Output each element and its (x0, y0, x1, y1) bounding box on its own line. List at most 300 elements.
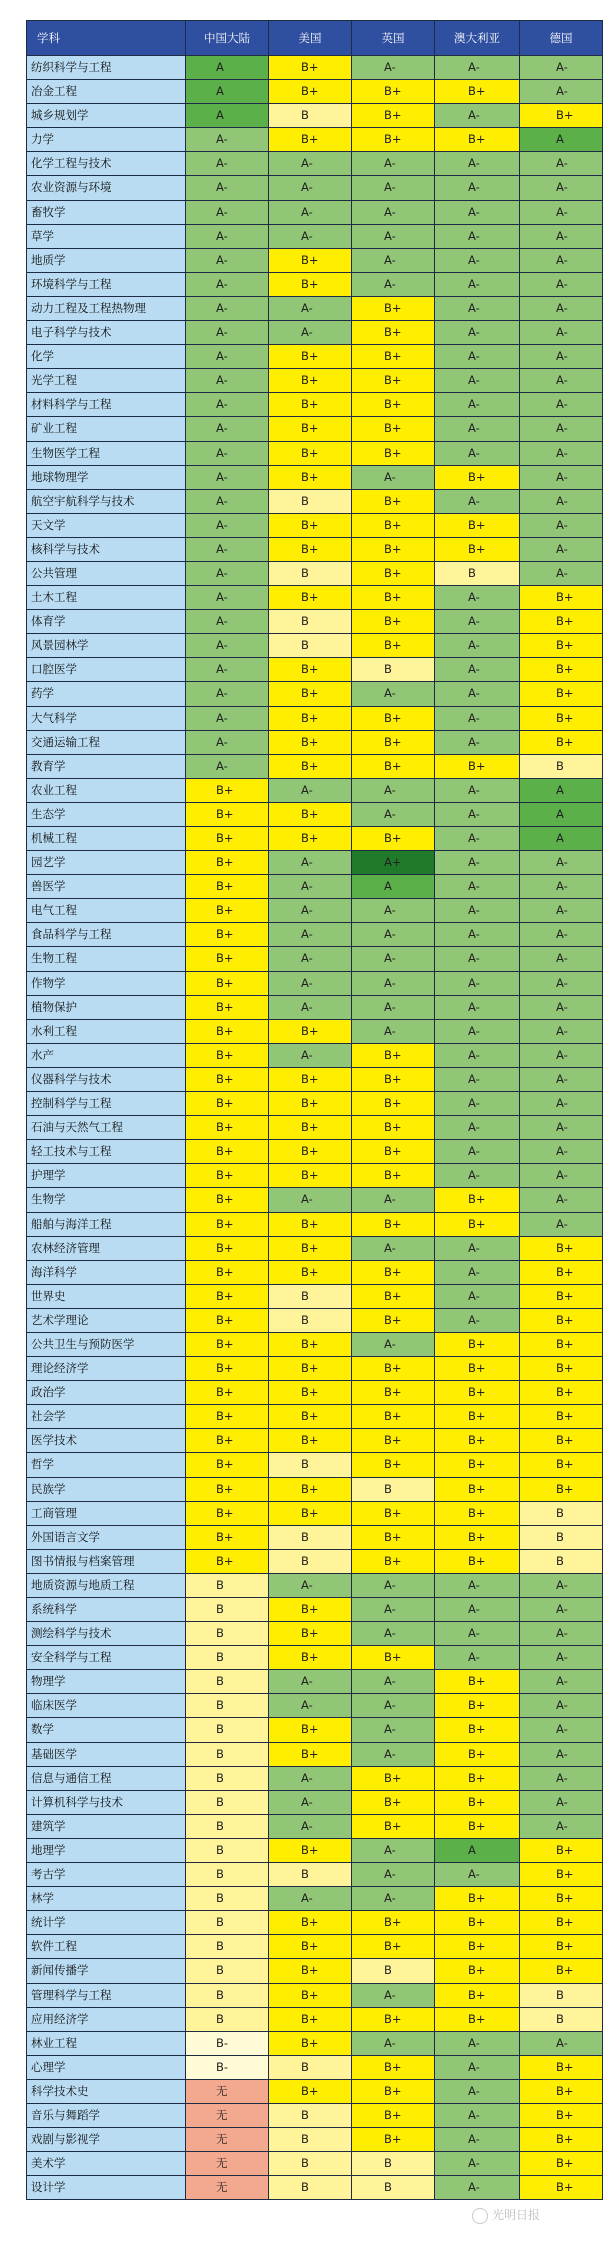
grade-cell-uk: B (352, 658, 435, 682)
grade-cell-uk: B+ (352, 610, 435, 634)
grade-cell-australia: B+ (435, 1670, 520, 1694)
table-row (27, 224, 603, 248)
table-body (27, 56, 603, 2200)
grade-cell-mainland-china: B+ (186, 1549, 269, 1573)
grade-cell-germany: A- (520, 1814, 603, 1838)
header-usa: 美国 (269, 21, 352, 56)
table-row (27, 730, 603, 754)
grade-cell-mainland-china: B (186, 1935, 269, 1959)
grade-cell-mainland-china: A- (186, 658, 269, 682)
grade-cell-uk: B+ (352, 586, 435, 610)
grade-cell-usa: B+ (269, 393, 352, 417)
table-row (27, 754, 603, 778)
grade-cell-australia: A- (435, 2103, 520, 2127)
table-row (27, 2007, 603, 2031)
grade-cell-germany: B (520, 1525, 603, 1549)
table-row (27, 1838, 603, 1862)
subject-cell: 心理学 (27, 2055, 186, 2079)
grade-cell-usa: B+ (269, 1622, 352, 1646)
table-row (27, 1622, 603, 1646)
grade-cell-usa: B+ (269, 56, 352, 80)
grade-cell-usa: B (269, 1284, 352, 1308)
subject-cell: 地质学 (27, 248, 186, 272)
grade-cell-mainland-china: B+ (186, 899, 269, 923)
table-row (27, 851, 603, 875)
grade-cell-usa: B+ (269, 537, 352, 561)
grade-cell-australia: A- (435, 1140, 520, 1164)
grade-cell-australia: A- (435, 417, 520, 441)
grade-cell-australia: B+ (435, 1525, 520, 1549)
subject-cell: 航空宇航科学与技术 (27, 489, 186, 513)
grade-cell-australia: A- (435, 1622, 520, 1646)
grade-cell-australia: B+ (435, 1718, 520, 1742)
grade-cell-usa: B+ (269, 248, 352, 272)
grade-cell-usa: B+ (269, 1742, 352, 1766)
grade-cell-usa: B+ (269, 1092, 352, 1116)
table-row (27, 2176, 603, 2200)
grade-cell-australia: A- (435, 778, 520, 802)
table-row (27, 875, 603, 899)
grade-cell-germany: A (520, 827, 603, 851)
grade-cell-mainland-china: A- (186, 128, 269, 152)
grade-cell-usa: B (269, 2176, 352, 2200)
grade-cell-uk: B+ (352, 1405, 435, 1429)
grade-cell-australia: B+ (435, 513, 520, 537)
subject-cell: 美术学 (27, 2152, 186, 2176)
grade-cell-usa: B+ (269, 441, 352, 465)
grade-cell-germany: A- (520, 56, 603, 80)
grade-cell-germany: A- (520, 875, 603, 899)
grade-cell-mainland-china: A (186, 80, 269, 104)
grade-cell-usa: B (269, 1453, 352, 1477)
grade-cell-mainland-china: B+ (186, 1212, 269, 1236)
grade-cell-germany: A- (520, 1164, 603, 1188)
subject-cell: 兽医学 (27, 875, 186, 899)
grade-cell-usa: A- (269, 224, 352, 248)
subject-cell: 地球物理学 (27, 465, 186, 489)
grade-cell-usa: B+ (269, 1116, 352, 1140)
subject-cell: 环境科学与工程 (27, 272, 186, 296)
grade-cell-usa: A- (269, 1790, 352, 1814)
grade-cell-mainland-china: A- (186, 465, 269, 489)
table-row (27, 1477, 603, 1501)
grade-cell-uk: B+ (352, 1116, 435, 1140)
grade-cell-germany: A- (520, 1790, 603, 1814)
grade-cell-germany: B+ (520, 1935, 603, 1959)
grade-cell-usa: B+ (269, 2031, 352, 2055)
table-row (27, 610, 603, 634)
grade-cell-mainland-china: B (186, 1670, 269, 1694)
grade-cell-mainland-china: B+ (186, 1019, 269, 1043)
grade-cell-usa: B+ (269, 1429, 352, 1453)
table-row (27, 1188, 603, 1212)
grade-cell-usa: B (269, 1549, 352, 1573)
subject-cell: 光学工程 (27, 369, 186, 393)
grade-cell-australia: A- (435, 104, 520, 128)
grade-cell-germany: B+ (520, 1284, 603, 1308)
grade-cell-mainland-china: B+ (186, 923, 269, 947)
grade-cell-usa: B+ (269, 802, 352, 826)
grade-cell-australia: A- (435, 1236, 520, 1260)
table-row (27, 778, 603, 802)
grade-cell-usa: B+ (269, 586, 352, 610)
table-row (27, 1043, 603, 1067)
grade-cell-mainland-china: B (186, 1838, 269, 1862)
grade-cell-uk: A- (352, 1598, 435, 1622)
grade-cell-mainland-china: A- (186, 176, 269, 200)
grade-cell-usa: B+ (269, 1260, 352, 1284)
subject-cell: 农林经济管理 (27, 1236, 186, 1260)
table-row (27, 104, 603, 128)
table-row (27, 1598, 603, 1622)
grade-cell-uk: B+ (352, 754, 435, 778)
subject-cell: 医学技术 (27, 1429, 186, 1453)
table-row (27, 128, 603, 152)
grade-cell-usa: A- (269, 1814, 352, 1838)
table-row (27, 706, 603, 730)
grade-cell-australia: B (435, 561, 520, 585)
grade-cell-germany: B+ (520, 2103, 603, 2127)
subject-cell: 艺术学理论 (27, 1308, 186, 1332)
grade-cell-usa: B (269, 1863, 352, 1887)
subject-cell: 土木工程 (27, 586, 186, 610)
grade-cell-germany: A- (520, 1019, 603, 1043)
table-row (27, 971, 603, 995)
table-row (27, 417, 603, 441)
subject-cell: 畜牧学 (27, 200, 186, 224)
grade-cell-mainland-china: A- (186, 152, 269, 176)
grade-cell-australia: B+ (435, 1935, 520, 1959)
table-row (27, 1935, 603, 1959)
grade-cell-usa: B+ (269, 2007, 352, 2031)
grade-cell-usa: B (269, 489, 352, 513)
grade-cell-uk: A- (352, 1236, 435, 1260)
grade-cell-australia: B+ (435, 1477, 520, 1501)
subject-cell: 机械工程 (27, 827, 186, 851)
grade-cell-usa: A- (269, 923, 352, 947)
grade-cell-australia: B+ (435, 1381, 520, 1405)
grade-cell-usa: B+ (269, 658, 352, 682)
table-row (27, 1694, 603, 1718)
grade-cell-usa: A- (269, 321, 352, 345)
grade-cell-mainland-china: B (186, 1622, 269, 1646)
grade-cell-usa: B+ (269, 1357, 352, 1381)
grade-cell-mainland-china: B (186, 1983, 269, 2007)
subject-cell: 水利工程 (27, 1019, 186, 1043)
grade-cell-mainland-china: B+ (186, 1164, 269, 1188)
grade-cell-germany: A- (520, 851, 603, 875)
grade-cell-australia: A- (435, 610, 520, 634)
grade-cell-australia: A- (435, 1019, 520, 1043)
grade-cell-uk: B+ (352, 1766, 435, 1790)
table-row (27, 176, 603, 200)
table-row (27, 152, 603, 176)
grade-cell-mainland-china: B+ (186, 1405, 269, 1429)
grade-cell-uk: B+ (352, 345, 435, 369)
grade-cell-uk: B+ (352, 80, 435, 104)
subject-cell: 电气工程 (27, 899, 186, 923)
subject-cell: 冶金工程 (27, 80, 186, 104)
subject-cell: 公共卫生与预防医学 (27, 1332, 186, 1356)
grade-cell-australia: A- (435, 1092, 520, 1116)
grade-cell-usa: B+ (269, 1838, 352, 1862)
grade-cell-uk: A+ (352, 851, 435, 875)
table-row (27, 1911, 603, 1935)
grade-cell-usa: B+ (269, 369, 352, 393)
grade-cell-australia: A- (435, 827, 520, 851)
grade-cell-mainland-china: B+ (186, 851, 269, 875)
grade-cell-uk: B+ (352, 441, 435, 465)
grade-cell-australia: A- (435, 1284, 520, 1308)
grade-cell-uk: B+ (352, 2007, 435, 2031)
grade-cell-australia: A- (435, 489, 520, 513)
grade-cell-uk: B+ (352, 1549, 435, 1573)
grade-cell-australia: A- (435, 634, 520, 658)
grade-cell-germany: B+ (520, 1911, 603, 1935)
subject-cell: 水产 (27, 1043, 186, 1067)
subject-cell: 音乐与舞蹈学 (27, 2103, 186, 2127)
grade-cell-usa: B+ (269, 1140, 352, 1164)
grade-cell-mainland-china: B+ (186, 1043, 269, 1067)
subject-cell: 数学 (27, 1718, 186, 1742)
grade-cell-germany: B+ (520, 1477, 603, 1501)
grade-cell-australia: A- (435, 923, 520, 947)
grade-cell-usa: A- (269, 296, 352, 320)
table-row (27, 272, 603, 296)
grade-cell-uk: B+ (352, 2103, 435, 2127)
subject-cell: 教育学 (27, 754, 186, 778)
grade-cell-mainland-china: B (186, 1766, 269, 1790)
subject-cell: 公共管理 (27, 561, 186, 585)
grade-cell-australia: A- (435, 369, 520, 393)
grade-cell-uk: A- (352, 465, 435, 489)
grade-cell-uk: B+ (352, 1790, 435, 1814)
subject-cell: 化学 (27, 345, 186, 369)
grade-cell-mainland-china: 无 (186, 2128, 269, 2152)
grade-cell-australia: B+ (435, 1212, 520, 1236)
grade-cell-germany: B+ (520, 2176, 603, 2200)
grade-cell-uk: A- (352, 176, 435, 200)
grade-cell-germany: B (520, 1549, 603, 1573)
header-australia: 澳大利亚 (435, 21, 520, 56)
subject-cell: 口腔医学 (27, 658, 186, 682)
table-row (27, 1284, 603, 1308)
grade-cell-usa: B+ (269, 272, 352, 296)
grade-cell-germany: B+ (520, 1453, 603, 1477)
grade-cell-mainland-china: A (186, 104, 269, 128)
grade-cell-australia: A- (435, 1164, 520, 1188)
grade-cell-germany: B+ (520, 1887, 603, 1911)
grade-cell-germany: A- (520, 947, 603, 971)
subject-cell: 理论经济学 (27, 1357, 186, 1381)
grade-cell-mainland-china: B (186, 1742, 269, 1766)
table-row (27, 369, 603, 393)
subject-cell: 体育学 (27, 610, 186, 634)
table-row (27, 345, 603, 369)
grade-cell-germany: B+ (520, 2128, 603, 2152)
grade-cell-usa: A- (269, 899, 352, 923)
table-row (27, 1646, 603, 1670)
grade-cell-uk: B+ (352, 104, 435, 128)
grade-cell-australia: A- (435, 2176, 520, 2200)
subject-cell: 安全科学与工程 (27, 1646, 186, 1670)
grade-cell-australia: A- (435, 586, 520, 610)
grade-cell-usa: B+ (269, 1911, 352, 1935)
grade-cell-mainland-china: A (186, 56, 269, 80)
table-row (27, 1549, 603, 1573)
subject-cell: 物理学 (27, 1670, 186, 1694)
grade-cell-germany: A- (520, 1067, 603, 1091)
grade-cell-germany: A- (520, 899, 603, 923)
table-row (27, 995, 603, 1019)
grade-cell-mainland-china: A- (186, 537, 269, 561)
grade-cell-uk: B+ (352, 296, 435, 320)
grade-cell-mainland-china: B+ (186, 802, 269, 826)
subject-cell: 生物医学工程 (27, 441, 186, 465)
table-row (27, 1092, 603, 1116)
grade-cell-australia: A- (435, 1646, 520, 1670)
grade-cell-mainland-china: B (186, 2007, 269, 2031)
grade-cell-usa: A- (269, 1694, 352, 1718)
subject-cell: 设计学 (27, 2176, 186, 2200)
grade-cell-uk: B+ (352, 513, 435, 537)
table-row (27, 321, 603, 345)
grade-cell-australia: B+ (435, 1405, 520, 1429)
table-row (27, 561, 603, 585)
grade-cell-uk: A- (352, 2031, 435, 2055)
subject-cell: 管理科学与工程 (27, 1983, 186, 2007)
grade-cell-usa: A- (269, 1670, 352, 1694)
grade-cell-australia: A- (435, 224, 520, 248)
grade-cell-germany: B+ (520, 658, 603, 682)
grade-cell-germany: A- (520, 923, 603, 947)
table-row (27, 634, 603, 658)
grade-cell-uk: A- (352, 1887, 435, 1911)
grade-cell-germany: A- (520, 1043, 603, 1067)
table-row (27, 1814, 603, 1838)
grade-cell-usa: B+ (269, 706, 352, 730)
grade-cell-australia: A- (435, 1573, 520, 1597)
grade-cell-mainland-china: A- (186, 513, 269, 537)
table-row (27, 1357, 603, 1381)
grade-cell-mainland-china: B+ (186, 1236, 269, 1260)
table-row (27, 2128, 603, 2152)
table-row (27, 658, 603, 682)
table-row (27, 1453, 603, 1477)
grade-cell-australia: A- (435, 1067, 520, 1091)
subject-cell: 护理学 (27, 1164, 186, 1188)
table-row (27, 465, 603, 489)
table-row (27, 1742, 603, 1766)
grade-cell-australia: B+ (435, 754, 520, 778)
table-header-row (27, 21, 603, 56)
grade-cell-germany: A- (520, 1092, 603, 1116)
grade-cell-australia: B+ (435, 1887, 520, 1911)
grade-table-container (26, 20, 586, 2200)
table-row (27, 1381, 603, 1405)
grade-cell-usa: B (269, 2128, 352, 2152)
grade-cell-uk: A- (352, 1188, 435, 1212)
grade-cell-australia: A- (435, 2079, 520, 2103)
subject-cell: 地质资源与地质工程 (27, 1573, 186, 1597)
grade-cell-uk: A- (352, 971, 435, 995)
grade-cell-australia: B+ (435, 1742, 520, 1766)
grade-cell-uk: B+ (352, 1646, 435, 1670)
grade-cell-mainland-china: B+ (186, 1477, 269, 1501)
grade-cell-germany: B+ (520, 2055, 603, 2079)
header-subject: 学科 (27, 21, 186, 56)
table-row (27, 1766, 603, 1790)
grade-cell-usa: B+ (269, 1646, 352, 1670)
grade-cell-germany: A- (520, 995, 603, 1019)
grade-cell-germany: B+ (520, 1405, 603, 1429)
subject-cell: 材料科学与工程 (27, 393, 186, 417)
grade-cell-uk: B+ (352, 321, 435, 345)
subject-cell: 基础医学 (27, 1742, 186, 1766)
table-row (27, 1959, 603, 1983)
grade-cell-australia: A- (435, 321, 520, 345)
grade-cell-mainland-china: B+ (186, 1429, 269, 1453)
grade-cell-uk: B+ (352, 1381, 435, 1405)
grade-cell-uk: B+ (352, 417, 435, 441)
grade-cell-uk: B+ (352, 489, 435, 513)
grade-cell-uk: B+ (352, 1212, 435, 1236)
grade-cell-mainland-china: A- (186, 561, 269, 585)
grade-cell-uk: A- (352, 1694, 435, 1718)
grade-cell-mainland-china: B (186, 1959, 269, 1983)
grade-cell-mainland-china: B (186, 1694, 269, 1718)
subject-cell: 农业资源与环境 (27, 176, 186, 200)
grade-cell-uk: B+ (352, 2128, 435, 2152)
header-germany: 德国 (520, 21, 603, 56)
subject-cell: 仪器科学与技术 (27, 1067, 186, 1091)
grade-cell-mainland-china: B+ (186, 1140, 269, 1164)
grade-cell-australia: A- (435, 995, 520, 1019)
grade-cell-mainland-china: B (186, 1573, 269, 1597)
grade-cell-usa: B+ (269, 730, 352, 754)
subject-cell: 轻工技术与工程 (27, 1140, 186, 1164)
grade-cell-uk: B+ (352, 1164, 435, 1188)
grade-cell-mainland-china: A- (186, 321, 269, 345)
subject-cell: 地理学 (27, 1838, 186, 1862)
grade-cell-usa: B+ (269, 1959, 352, 1983)
grade-cell-germany: A- (520, 321, 603, 345)
grade-cell-mainland-china: A- (186, 682, 269, 706)
grade-cell-mainland-china: A- (186, 369, 269, 393)
grade-cell-mainland-china: A- (186, 634, 269, 658)
grade-cell-usa: B (269, 1308, 352, 1332)
table-row (27, 923, 603, 947)
subject-cell: 大气科学 (27, 706, 186, 730)
grade-cell-germany: A- (520, 1622, 603, 1646)
grade-cell-mainland-china: B+ (186, 1116, 269, 1140)
table-row (27, 682, 603, 706)
subject-cell: 化学工程与技术 (27, 152, 186, 176)
grade-cell-uk: A- (352, 224, 435, 248)
grade-cell-australia: A- (435, 152, 520, 176)
grade-cell-mainland-china: A- (186, 296, 269, 320)
grade-cell-usa: B+ (269, 1019, 352, 1043)
grade-cell-australia: B+ (435, 1694, 520, 1718)
table-row (27, 586, 603, 610)
grade-cell-australia: B+ (435, 1501, 520, 1525)
grade-cell-uk: B+ (352, 561, 435, 585)
grade-cell-mainland-china: A- (186, 417, 269, 441)
grade-cell-usa: B+ (269, 1983, 352, 2007)
grade-cell-uk: B (352, 2176, 435, 2200)
grade-cell-australia: B+ (435, 80, 520, 104)
grade-cell-australia: A- (435, 200, 520, 224)
